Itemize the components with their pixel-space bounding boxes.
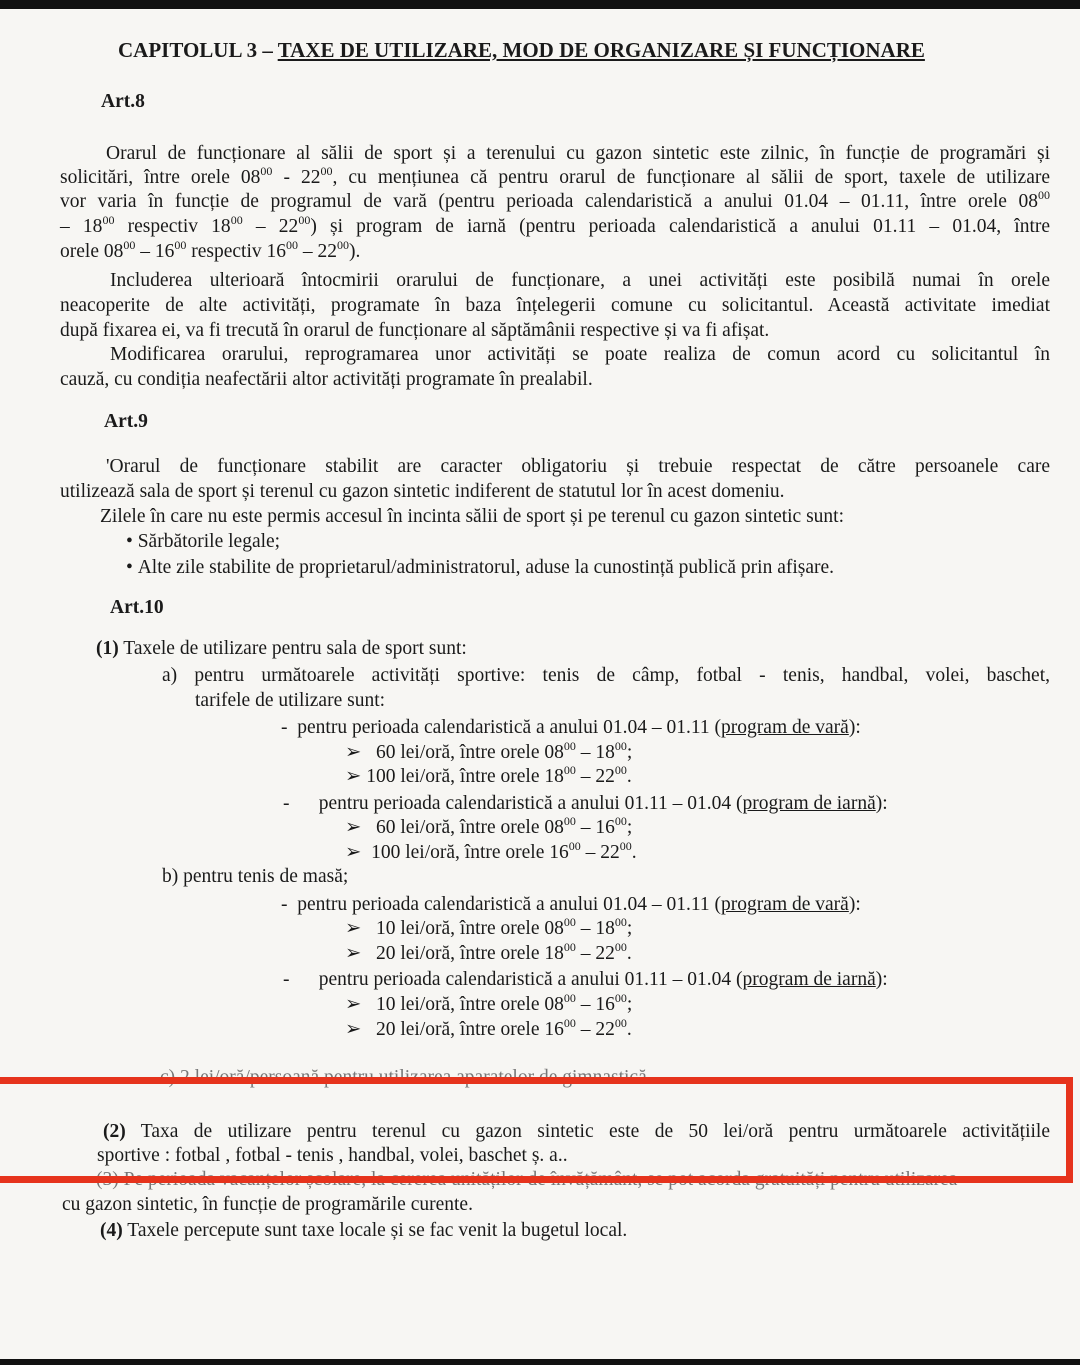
highlight-frame [0,1077,1073,1183]
art8-p2-l1: Includerea ulterioară întocmirii orarului de funcționare, a unei activități este posibilă numai în orele [110,270,1050,291]
a-winter-rate-1: ➢ 60 lei/oră, între orele $08^{00} - 16^{00}$; [345,813,633,838]
a-summer-period: - pentru perioada calendaristică a anului 01.04 – 01.11 (program de vară): [281,717,861,738]
art8-p3-l2: cauză, cu condiția neafectării altor activități programate în prealabil. [60,369,593,390]
dash-marker: - [281,717,298,738]
a-winter-rate-2: ➢ 100 lei/oră, între orele $16^{00} - 22^{00}$. [345,838,637,863]
bottom-edge [0,1359,1080,1365]
art10-c-clipped [160,1066,760,1088]
b-summer-period: - pentru perioada calendaristică a anului 01.04 – 01.11 (program de vară): [281,894,861,915]
a-summer-rate-2: ➢ 100 lei/oră, între orele $18^{00} - 22^{00}$. [345,762,632,787]
art10-c-text: c) 2 lei/oră/persoană pentru utilizarea aparatelor de gimnastică [160,1067,647,1088]
dash-marker: - [283,793,319,814]
art10-b-line: b) pentru tenis de masă; [162,866,349,887]
art10-item1 [96,637,467,662]
art10-item2-line2: sportive : fotbal , fotbal - tenis , handbal, volei, baschet ș. a.. [97,1145,568,1166]
dash-marker: - [283,969,319,990]
art10-item3-text: (3) Pe perioada vacanțelor școlare, la cererea unităților de învățământ, se pot acorda gratuități pentru utilizarea [96,1169,958,1190]
item1-text: (1) Taxele de utilizare pentru sala de sport sunt: [96,638,467,659]
chapter-title: TAXE DE UTILIZARE, MOD DE ORGANIZARE ȘI FUNCȚIONARE [277,38,925,62]
art8-p1-l1: Orarul de funcționare al sălii de sport și a terenului cu gazon sintetic este zilnic, în funcție de programări și [106,143,1050,164]
art8-p1-l5: orele $08^{00} - 16^{00}$ respectiv $16^{00} - 22^{00}$). [60,237,361,262]
art8-p1-l4: – $18^{00}$ respectiv $18^{00} - 22^{00}$) și program de iarnă (pentru perioada calendaristică a anului 01.11 – 01.04, între [60,212,1051,237]
art9-p1-l1: 'Orarul de funcționare stabilit are caracter obligatoriu și trebuie respectat de către persoanele care [106,456,1050,477]
art8-heading: Art.8 [101,91,145,112]
bullet-dot-icon: • [126,531,138,552]
dash-marker: - [281,894,298,915]
b-summer-rate-1: ➢ 10 lei/oră, între orele $08^{00} - 18^{00}$; [345,914,633,939]
b-winter-rate-2: ➢ 20 lei/oră, între orele $16^{00} - 22^{00}$. [345,1015,632,1040]
chapter-prefix: CAPITOLUL 3 – [118,38,278,62]
a-winter-period: - pentru perioada calendaristică a anului 01.11 – 01.04 (program de iarnă): [283,793,888,814]
arrow-icon: ➢ [345,943,376,964]
art10-a-line1: a) pentru următoarele activități sportive: tenis de câmp, fotbal - tenis, handbal, volei, baschet, [162,665,1050,686]
art10-item3-line2: cu gazon sintetic, în funcție de programările curente. [62,1194,473,1215]
art8-p1-l2: solicitări, între orele $08^{00} - 22^{00}$, cu mențiunea că pentru orarul de funcționare al sălii de sport, taxele de utilizare [60,163,1051,188]
arrow-icon: ➢ [345,1019,376,1040]
item4-text: (4) Taxele percepute sunt taxe locale și se fac venit la bugetul local. [100,1220,628,1241]
arrow-icon: ➢ [345,994,376,1015]
b-winter-rate-1: ➢ 10 lei/oră, între orele $08^{00} - 16^{00}$; [345,990,633,1015]
art8-p2-l2: neacoperite de alte activități, programate în baza înțelegerii comune cu solicitantul. Această activitate imediat [60,295,1050,316]
arrow-icon: ➢ [345,918,376,939]
art10-item2-line1: (2) Taxa de utilizare pentru terenul cu gazon sintetic este de 50 lei/oră pentru următoarele activitățiile [103,1121,1050,1142]
art10-item4 [100,1219,627,1244]
arrow-icon: ➢ [345,842,372,863]
art9-heading: Art.9 [104,411,148,432]
arrow-icon: ➢ [345,742,376,763]
art9-p2: Zilele în care nu este permis accesul în incinta sălii de sport și pe terenul cu gazon sintetic sunt: [100,506,845,527]
bullet-dot-icon: • [126,557,138,578]
chapter-heading [118,38,925,63]
a-summer-rate-1: ➢ 60 lei/oră, între orele $08^{00} - 18^{00}$; [345,738,633,763]
art10-a-line2: tarifele de utilizare sunt: [195,690,386,711]
art10-heading: Art.10 [110,597,164,618]
b-summer-rate-2: ➢ 20 lei/oră, între orele $18^{00} - 22^{00}$. [345,939,632,964]
art9-bullet-1: • Sărbătorile legale; [126,531,281,552]
art9-bullet-2: • Alte zile stabilite de proprietarul/administratorul, aduse la cunostință publică prin afișare. [126,557,835,578]
art8-p1-l3: vor varia în funcție de programul de vară (pentru perioada calendaristică a anului 01.04 – 01.11, între orele $08^{00}$ [60,187,1050,212]
arrow-icon: ➢ [345,766,367,787]
art8-p2-l3: după fixarea ei, va fi trecută în orarul de funcționare al săptămânii respective și va fi afișat. [60,320,770,341]
art8-p3-l1: Modificarea orarului, reprogramarea unor activități se poate realiza de comun acord cu solicitantul în [110,344,1050,365]
b-winter-period: - pentru perioada calendaristică a anului 01.11 – 01.04 (program de iarnă): [283,969,888,990]
art9-p1-l2: utilizează sala de sport și terenul cu gazon sintetic indiferent de statutul lor în acest domeniu. [60,481,785,502]
top-edge [0,0,1080,9]
arrow-icon: ➢ [345,817,376,838]
